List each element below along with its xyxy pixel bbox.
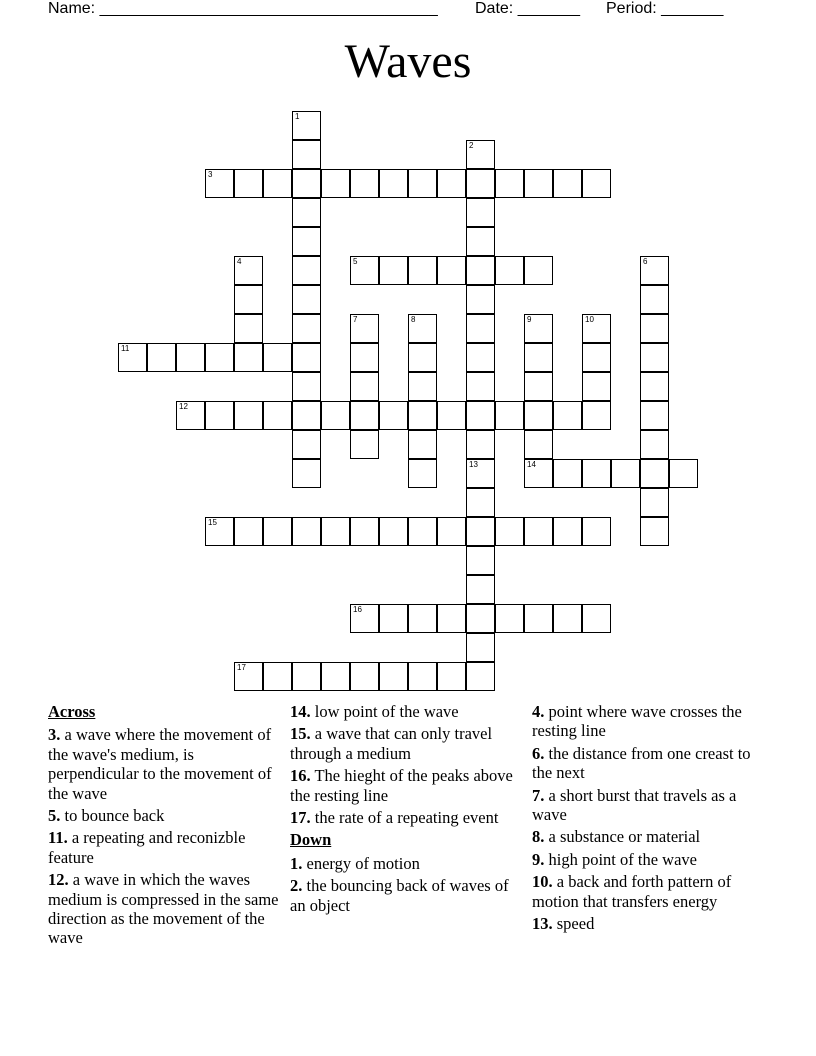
clue-text: The hieght of the peaks above the resting line — [290, 766, 513, 805]
crossword-cell[interactable] — [205, 401, 234, 430]
crossword-cell[interactable] — [466, 285, 495, 314]
crossword-cell[interactable] — [524, 314, 553, 343]
crossword-cell[interactable] — [524, 401, 553, 430]
date-field[interactable]: Date: _______ — [475, 0, 580, 17]
clue-item — [532, 872, 768, 911]
clue-item — [290, 808, 526, 827]
crossword-cell[interactable] — [466, 169, 495, 198]
crossword-cell[interactable] — [292, 662, 321, 691]
crossword-cell[interactable] — [553, 517, 582, 546]
crossword-cell[interactable] — [350, 517, 379, 546]
crossword-cell[interactable] — [524, 169, 553, 198]
crossword-cell[interactable] — [524, 604, 553, 633]
clue-item — [532, 786, 768, 825]
crossword-cell[interactable] — [640, 285, 669, 314]
clues-column-2 — [290, 702, 526, 918]
crossword-cell[interactable] — [408, 517, 437, 546]
crossword-cell[interactable] — [292, 401, 321, 430]
clue-num: 5. — [48, 806, 61, 826]
crossword-cell[interactable] — [321, 401, 350, 430]
clue-num: 11. — [48, 828, 68, 848]
clues-column-3 — [532, 702, 768, 936]
crossword-cell[interactable] — [669, 459, 698, 488]
clue-number: 3 — [208, 170, 213, 179]
crossword-cell[interactable] — [640, 430, 669, 459]
crossword-cell[interactable] — [292, 517, 321, 546]
crossword-cell[interactable] — [495, 169, 524, 198]
clue-number: 12 — [179, 402, 188, 411]
crossword-cell[interactable] — [466, 430, 495, 459]
crossword-cell[interactable] — [292, 169, 321, 198]
crossword-cell[interactable] — [495, 604, 524, 633]
crossword-cell[interactable] — [408, 372, 437, 401]
crossword-cell[interactable] — [234, 169, 263, 198]
crossword-cell[interactable] — [466, 314, 495, 343]
clue-item — [48, 870, 284, 948]
crossword-cell[interactable] — [437, 604, 466, 633]
crossword-cell[interactable] — [640, 517, 669, 546]
crossword-cell[interactable] — [466, 401, 495, 430]
clue-number: 7 — [353, 315, 358, 324]
clue-text: a back and forth pattern of motion that transfers energy — [532, 872, 732, 911]
clue-num: 2. — [290, 876, 303, 896]
clue-num: 15. — [290, 724, 311, 744]
crossword-cell[interactable] — [582, 169, 611, 198]
crossword-cell[interactable] — [437, 256, 466, 285]
clue-num: 16. — [290, 766, 311, 786]
period-field[interactable]: Period: _______ — [606, 0, 724, 17]
clue-text: low point of the wave — [314, 702, 459, 721]
crossword-cell[interactable] — [292, 314, 321, 343]
clue-text: a substance or material — [548, 827, 701, 847]
crossword-cell[interactable] — [408, 459, 437, 488]
crossword-cell[interactable] — [495, 256, 524, 285]
crossword-cell[interactable] — [379, 169, 408, 198]
clue-num: 12. — [48, 870, 69, 890]
crossword-cell[interactable] — [234, 401, 263, 430]
crossword-cell[interactable] — [524, 459, 553, 488]
crossword-cell[interactable] — [582, 314, 611, 343]
crossword-cell[interactable] — [350, 343, 379, 372]
crossword-cell[interactable] — [582, 517, 611, 546]
clue-text: a wave in which the waves medium is compressed in the same direction as the movement of the wave — [48, 870, 279, 948]
clue-text: the rate of a repeating event — [314, 808, 499, 828]
crossword-cell[interactable] — [205, 343, 234, 372]
crossword-cell[interactable] — [466, 575, 495, 604]
crossword-cell[interactable] — [292, 140, 321, 169]
crossword-cell[interactable] — [437, 662, 466, 691]
clue-item — [532, 914, 768, 933]
crossword-cell[interactable] — [263, 401, 292, 430]
clue-num: 9. — [532, 849, 545, 869]
crossword-cell[interactable] — [466, 256, 495, 285]
crossword-cell[interactable] — [408, 343, 437, 372]
clues-column-1 — [48, 702, 284, 951]
clue-number: 15 — [208, 518, 217, 527]
crossword-cell[interactable] — [234, 662, 263, 691]
clue-item — [290, 876, 526, 915]
clue-item — [48, 725, 284, 803]
crossword-cell[interactable] — [466, 604, 495, 633]
clue-num: 10. — [532, 872, 553, 892]
crossword-cell[interactable] — [437, 517, 466, 546]
crossword-cell[interactable] — [466, 372, 495, 401]
across-heading: Across — [48, 702, 96, 721]
crossword-cell[interactable] — [640, 488, 669, 517]
crossword-cell[interactable] — [582, 604, 611, 633]
crossword-cell[interactable] — [466, 459, 495, 488]
crossword-cell[interactable] — [292, 198, 321, 227]
name-field[interactable]: Name: ______________________________________ — [48, 0, 438, 17]
crossword-cell[interactable] — [408, 169, 437, 198]
clue-number: 8 — [411, 315, 416, 324]
crossword-cell[interactable] — [350, 314, 379, 343]
crossword-cell[interactable] — [350, 169, 379, 198]
crossword-cell[interactable] — [263, 662, 292, 691]
crossword-cell[interactable] — [292, 372, 321, 401]
clue-text: a short burst that travels as a wave — [532, 785, 737, 825]
clue-text: to bounce back — [64, 806, 165, 826]
clue-num: 1. — [290, 853, 303, 873]
clue-text: high point of the wave — [548, 849, 697, 869]
clue-text: energy of motion — [306, 853, 420, 873]
crossword-cell[interactable] — [321, 169, 350, 198]
clue-item — [532, 702, 768, 741]
crossword-cell[interactable] — [524, 517, 553, 546]
crossword-cell[interactable] — [292, 256, 321, 285]
crossword-cell[interactable] — [408, 604, 437, 633]
clue-item — [532, 744, 768, 783]
crossword-cell[interactable] — [379, 256, 408, 285]
crossword-cell[interactable] — [147, 343, 176, 372]
crossword-cell[interactable] — [176, 343, 205, 372]
crossword-cell[interactable] — [640, 459, 669, 488]
clue-num: 8. — [532, 827, 545, 847]
crossword-cell[interactable] — [350, 430, 379, 459]
crossword-cell[interactable] — [466, 140, 495, 169]
crossword-cell[interactable] — [553, 604, 582, 633]
crossword-cell[interactable] — [582, 343, 611, 372]
crossword-cell[interactable] — [466, 227, 495, 256]
crossword-cell[interactable] — [234, 343, 263, 372]
clue-item — [532, 850, 768, 869]
crossword-cell[interactable] — [466, 633, 495, 662]
clue-number: 2 — [469, 141, 474, 150]
crossword-cell[interactable] — [495, 401, 524, 430]
crossword-cell[interactable] — [466, 343, 495, 372]
crossword-cell[interactable] — [234, 517, 263, 546]
crossword-cell[interactable] — [408, 401, 437, 430]
crossword-cell[interactable] — [176, 401, 205, 430]
crossword-cell[interactable] — [379, 662, 408, 691]
crossword-cell[interactable] — [292, 111, 321, 140]
clue-item — [290, 854, 526, 873]
crossword-cell[interactable] — [524, 372, 553, 401]
crossword-cell[interactable] — [350, 401, 379, 430]
crossword-cell[interactable] — [350, 662, 379, 691]
crossword-cell[interactable] — [437, 169, 466, 198]
crossword-cell[interactable] — [292, 459, 321, 488]
clue-item — [48, 806, 284, 825]
crossword-cell[interactable] — [582, 372, 611, 401]
crossword-cell[interactable] — [640, 401, 669, 430]
clue-num: 3. — [48, 725, 61, 745]
crossword-cell[interactable] — [553, 401, 582, 430]
clue-number: 10 — [585, 315, 594, 324]
crossword-cell[interactable] — [466, 198, 495, 227]
crossword-cell[interactable] — [524, 256, 553, 285]
clue-number: 5 — [353, 257, 358, 266]
down-heading: Down — [290, 830, 332, 850]
crossword-cell[interactable] — [321, 662, 350, 691]
crossword-cell[interactable] — [466, 517, 495, 546]
crossword-cell[interactable] — [263, 169, 292, 198]
crossword-cell[interactable] — [292, 343, 321, 372]
crossword-cell[interactable] — [408, 256, 437, 285]
clue-num: 4. — [532, 702, 545, 721]
clue-item — [290, 766, 526, 805]
clue-item — [290, 724, 526, 763]
crossword-cell[interactable] — [553, 169, 582, 198]
crossword-cell[interactable] — [379, 517, 408, 546]
clue-num: 13. — [532, 914, 553, 934]
crossword-cell[interactable] — [582, 401, 611, 430]
crossword-cell[interactable] — [640, 314, 669, 343]
crossword-cell[interactable] — [553, 459, 582, 488]
crossword-cell[interactable] — [437, 401, 466, 430]
crossword-cell[interactable] — [495, 517, 524, 546]
crossword-cell[interactable] — [234, 314, 263, 343]
crossword-cell[interactable] — [234, 285, 263, 314]
crossword-cell[interactable] — [234, 256, 263, 285]
crossword-cell[interactable] — [640, 343, 669, 372]
crossword-cell[interactable] — [350, 604, 379, 633]
clue-num: 7. — [532, 785, 545, 805]
crossword-cell[interactable] — [640, 372, 669, 401]
clue-number: 4 — [237, 257, 242, 266]
crossword-cell[interactable] — [408, 430, 437, 459]
clue-number: 6 — [643, 257, 648, 266]
clue-text: a wave that can only travel through a medium — [290, 724, 493, 763]
clue-item — [532, 827, 768, 846]
crossword-cell[interactable] — [292, 227, 321, 256]
crossword-cell[interactable] — [292, 430, 321, 459]
crossword-cell[interactable] — [408, 314, 437, 343]
crossword-cell[interactable] — [640, 256, 669, 285]
crossword-cell[interactable] — [524, 343, 553, 372]
clue-number: 13 — [469, 460, 478, 469]
crossword-cell[interactable] — [466, 488, 495, 517]
clue-number: 11 — [121, 344, 130, 353]
clue-text: a repeating and reconizble feature — [48, 828, 246, 867]
clue-number: 9 — [527, 315, 532, 324]
crossword-cell[interactable] — [205, 169, 234, 198]
crossword-cell[interactable] — [118, 343, 147, 372]
crossword-cell[interactable] — [524, 430, 553, 459]
clue-item — [48, 828, 284, 867]
clue-item — [290, 702, 526, 721]
crossword-cell[interactable] — [408, 662, 437, 691]
crossword-cell[interactable] — [582, 459, 611, 488]
crossword-cell[interactable] — [611, 459, 640, 488]
crossword-cell[interactable] — [350, 372, 379, 401]
crossword-cell[interactable] — [292, 285, 321, 314]
crossword-cell[interactable] — [321, 517, 350, 546]
crossword-cell[interactable] — [205, 517, 234, 546]
clue-number: 1 — [295, 112, 300, 121]
clue-num: 14. — [290, 702, 311, 721]
crossword-cell[interactable] — [379, 401, 408, 430]
crossword-cell[interactable] — [466, 546, 495, 575]
puzzle-title: Waves — [344, 35, 472, 88]
clue-number: 17 — [237, 663, 246, 672]
crossword-cell[interactable] — [263, 343, 292, 372]
crossword-cell[interactable] — [350, 256, 379, 285]
clue-text: speed — [556, 914, 595, 934]
clue-text: a wave where the movement of the wave's medium, is perpendicular to the movement of the wave — [48, 725, 272, 803]
clue-number: 16 — [353, 605, 362, 614]
crossword-cell[interactable] — [466, 662, 495, 691]
clue-number: 14 — [527, 460, 536, 469]
crossword-cell[interactable] — [379, 604, 408, 633]
crossword-cell[interactable] — [263, 517, 292, 546]
clue-num: 6. — [532, 743, 545, 763]
clue-text: point where wave crosses the resting line — [532, 702, 742, 741]
clue-text: the distance from one creast to the next — [532, 743, 751, 783]
clue-text: the bouncing back of waves of an object — [290, 876, 509, 915]
clue-num: 17. — [290, 808, 311, 828]
